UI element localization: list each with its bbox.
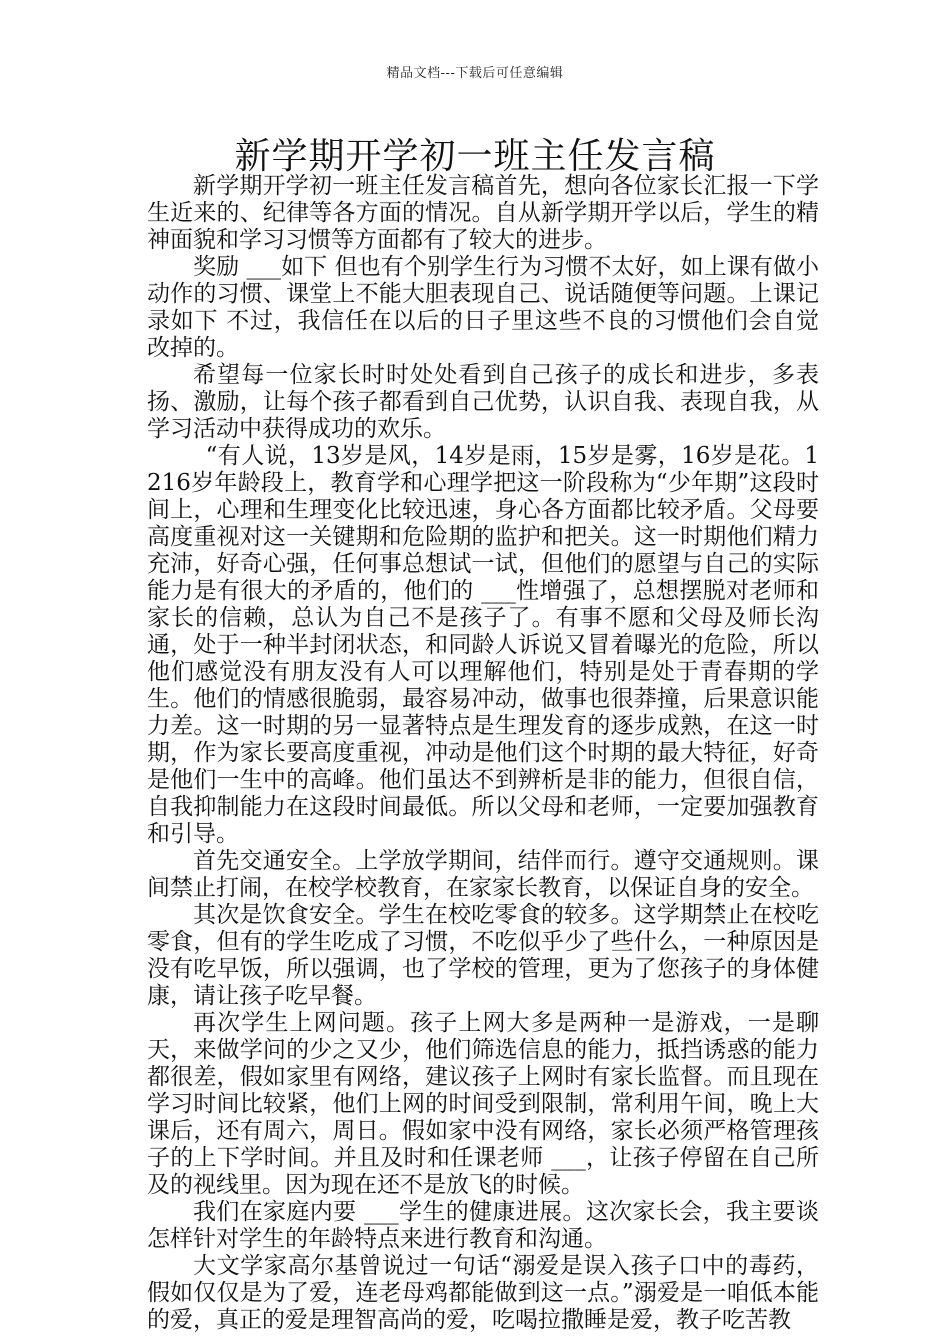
paragraph-1: 新学期开学初一班主任发言稿首先，想向各位家长汇报一下学生近来的、纪律等各方面的情况。自从新学期开学以后，学生的精神面貌和学习习惯等方面都有了较大的进步。 [147,173,819,253]
paragraph-9: 大文学家高尔基曾说过一句话“溺爱是误入孩子口中的毒药，假如仅仅是为了爱，连老母鸡都能做到这一点。”溺爱是一咱低本能的爱，真正的爱是理智高尚的爱，吃喝拉撒睡是爱，教子吃苦教 [147,1253,819,1333]
paragraph-6: 其次是饮食安全。学生在校吃零食的较多。这学期禁止在校吃零食，但有的学生吃成了习惯，不吃似乎少了些什么，一种原因是没有吃早饭，所以强调，也了学校的管理，更为了您孩子的身体健康，请让孩子吃早餐。 [147,902,819,1009]
paragraph-7: 再次学生上网问题。孩子上网大多是两种一是游戏，一是聊天，来做学问的少之又少，他们筛选信息的能力，抵挡诱惑的能力都很差，假如家里有网络，建议孩子上网时有家长监督。而且现在学习时间比较紧，他们上网的时间受到限制，常利用午间，晚上大课后，还有周六，周日。假如家中没有网络，家长必须严格管理孩子的上下学时间。并且及时和任课老师 ___，让孩子停留在自己所及的视线里。因为现在还不是放飞的时候。 [147,1010,819,1198]
document-title: 新学期开学初一班主任发言稿 [234,136,716,177]
page-header: 精品文档---下载后可任意编辑 [386,66,564,81]
document-body [147,173,819,1334]
paragraph-8: 我们在家庭内要 ___学生的健康进展。这次家长会，我主要谈怎样针对学生的年龄特点来进行教育和沟通。 [147,1199,819,1252]
paragraph-4: “有人说，13岁是风，14岁是雨，15岁是雾，16岁是花。1216岁年龄段上，教育学和心理学把这一阶段称为“少年期”这段时间上，心理和生理变化比较迅速，身心各方面都比较矛盾。父母要高度重视对这一关键期和危险期的监护和把关。这一时期他们精力充沛，好奇心强，任何事总想试一试，但他们的愿望与自己的实际能力是有很大的矛盾的，他们的 ___性增强了，总想摆脱对老师和家长的信赖，总认为自己不是孩子了。有事不愿和父母及师长沟通，处于一种半封闭状态，和同龄人诉说又冒着曝光的危险，所以他们感觉没有朋友没有人可以理解他们，特别是处于青春期的学生。他们的情感很脆弱，最容易冲动，做事也很莽撞，后果意识能力差。这一时期的另一显著特点是生理发育的逐步成熟，在这一时期，作为家长要高度重视，冲动是他们这个时期的最大特征，好奇是他们一生中的高峰。他们虽达不到辨析是非的能力，但很自信，自我抑制能力在这段时间最低。所以父母和老师，一定要加强教育和引导。 [147,443,819,847]
paragraph-3: 希望每一位家长时时处处看到自己孩子的成长和进步，多表扬、激励，让每个孩子都看到自己优势，认识自我、表现自我，从学习活动中获得成功的欢乐。 [147,362,819,442]
paragraph-5: 首先交通安全。上学放学期间，结伴而行。遵守交通规则。课间禁止打闹，在校学校教育，在家家长教育，以保证自身的安全。 [147,848,819,901]
paragraph-2: 奖励 ___如下 但也有个别学生行为习惯不太好，如上课有做小动作的习惯、课堂上不能大胆表现自己、说话随便等问题。上课记录如下 不过，我信任在以后的日子里这些不良的习惯他们会自觉改掉的。 [147,254,819,361]
